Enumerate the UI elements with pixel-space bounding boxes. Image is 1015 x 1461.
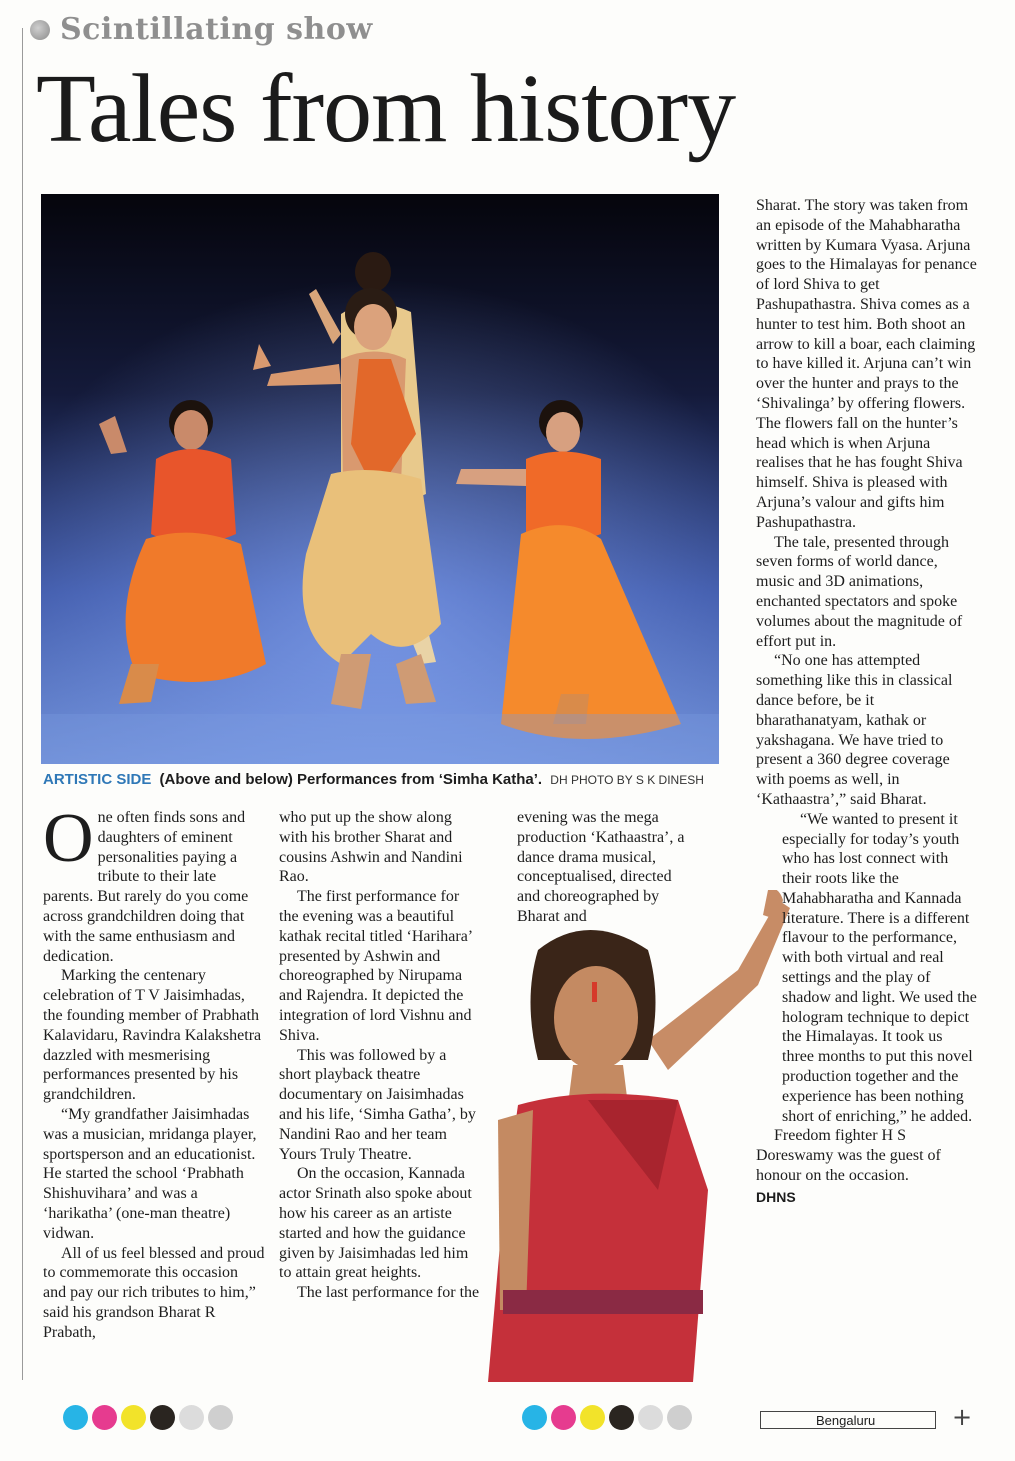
black-swatch (609, 1405, 634, 1430)
article-paragraph: evening was the mega production ‘Kathaastra’, a dance drama musical, conceptualised, directed and choreographed by Bharat and (517, 809, 685, 925)
left-column-rule (22, 28, 23, 1380)
article-paragraph: who put up the show along with his brother Sharat and cousins Ashwin and Nandini Rao. (279, 809, 463, 886)
edition-label: Bengaluru (760, 1411, 936, 1429)
article-paragraph: The last performance for the (297, 1284, 480, 1302)
article-paragraph: Marking the centenary celebration of T V Jaisimhadas, the founding member of Prabhath Kalavidaru, Ravindra Kalakshetra dazzled with mesmerising performances presented by his grandchildren. (43, 967, 262, 1104)
byline-signature: DHNS (756, 1188, 796, 1205)
cyan-swatch (522, 1405, 547, 1430)
drop-cap: O (43, 800, 94, 877)
grey-swatch (638, 1405, 663, 1430)
registration-mark-icon: + (952, 1403, 973, 1431)
grey-swatch (208, 1405, 233, 1430)
article-paragraph: On the occasion, Kannada actor Srinath also spoke about how his career as an artiste started and how the guidance given by Jaisimhadas led him to attain great heights. (279, 1165, 472, 1282)
article-paragraph: The first performance for the evening was a beautiful kathak recital titled ‘Harihara’ presented by Ashwin and choreographed by Nirupama and Rajendra. It depicted the integration of lord Vishnu and Shiva. (279, 888, 472, 1044)
magenta-swatch (92, 1405, 117, 1430)
cyan-swatch (63, 1405, 88, 1430)
magenta-swatch (551, 1405, 576, 1430)
article-paragraph: One often finds sons and daughters of eminent personalities paying a tribute to their late parents. But rarely do you come across grandchildren doing that with the same enthusiasm and dedication. (43, 800, 249, 965)
black-swatch (150, 1405, 175, 1430)
headline: Tales from history (36, 55, 736, 163)
article-column-1 (43, 800, 265, 1343)
article-paragraph: This was followed by a short playback theatre documentary on Jaisimhadas and his life, ‘Simha Gatha’, by Nandini Rao and her team Yours Truly Theatre. (279, 1046, 476, 1163)
photo-credit: DH PHOTO BY S K DINESH (550, 773, 704, 787)
dancer-cutout-photo (478, 890, 790, 1382)
article-column-4 (756, 196, 978, 1208)
article-paragraph: All of us feel blessed and proud to commemorate this occasion and pay our rich tributes to him,” said his grandson Bharat R Prabath, (43, 1244, 265, 1341)
registration-colorbar-left (63, 1405, 233, 1430)
bullet-icon (30, 20, 50, 40)
caption-text: (Above and below) Performances from ‘Simha Katha’. (159, 771, 543, 788)
photo-caption (43, 771, 743, 788)
grey-swatch (179, 1405, 204, 1430)
grey-swatch (667, 1405, 692, 1430)
article-column-2 (279, 808, 481, 1303)
dance-performance-photo (41, 194, 719, 764)
section-kicker (30, 12, 373, 47)
article-paragraph: Sharat. The story was taken from an episode of the Mahabharatha written by Kumara Vyasa. Arjuna goes to the Himalayas for penance of lord Shiva to get Pashupathastra. Shiva comes as a hunter to test him. Both shoot an arrow to kill a boar, each claiming to have killed it. Arjuna can’t win over the hunter and prays to the ‘Shivalinga’ by offering flowers. The flowers fall on the hunter’s head which is when Arjuna realises that he has fought Shiva himself. Shiva is pleased with Arjuna’s valour and gifts him Pashupathastra. (756, 197, 977, 531)
dancer-illustration (478, 890, 790, 1382)
article-paragraph: “We wanted to present it especially for today’s youth who has lost connect with their roots like the Mahabharatha and Kannada literature. There is a different flavour to the performance, with both virtual and real settings and the play of shadow and light. We used the hologram technique to depict the Himalayas. It took us three months to put this novel production together and the experience has been nothing short of enriching,” he added. (782, 810, 977, 1125)
article-paragraph: “No one has attempted something like this in classical dance before, be it bharathanatyam, kathak or yakshagana. We have tried to present a 360 degree coverage with poems as well, in ‘Kathaastra’,” said Bharat. (756, 652, 953, 808)
kicker-text: Scintillating show (60, 12, 373, 47)
article-paragraph: The tale, presented through seven forms of world dance, music and 3D animations, enchanted spectators and spoke volumes about the magnitude of effort put in. (756, 533, 963, 650)
article-paragraph: Freedom fighter H S Doreswamy was the guest of honour on the occasion. (756, 1127, 941, 1185)
yellow-swatch (580, 1405, 605, 1430)
stage-photo-illustration (41, 194, 719, 764)
caption-label: ARTISTIC SIDE (43, 771, 152, 788)
yellow-swatch (121, 1405, 146, 1430)
registration-colorbar-right (522, 1405, 692, 1430)
article-paragraph: “My grandfather Jaisimhadas was a musician, mridanga player, sportsperson and an educationist. He started the school ‘Prabhath Shishuvihara’ and was a ‘harikatha’ (one-man theatre) vidwan. (43, 1105, 257, 1242)
